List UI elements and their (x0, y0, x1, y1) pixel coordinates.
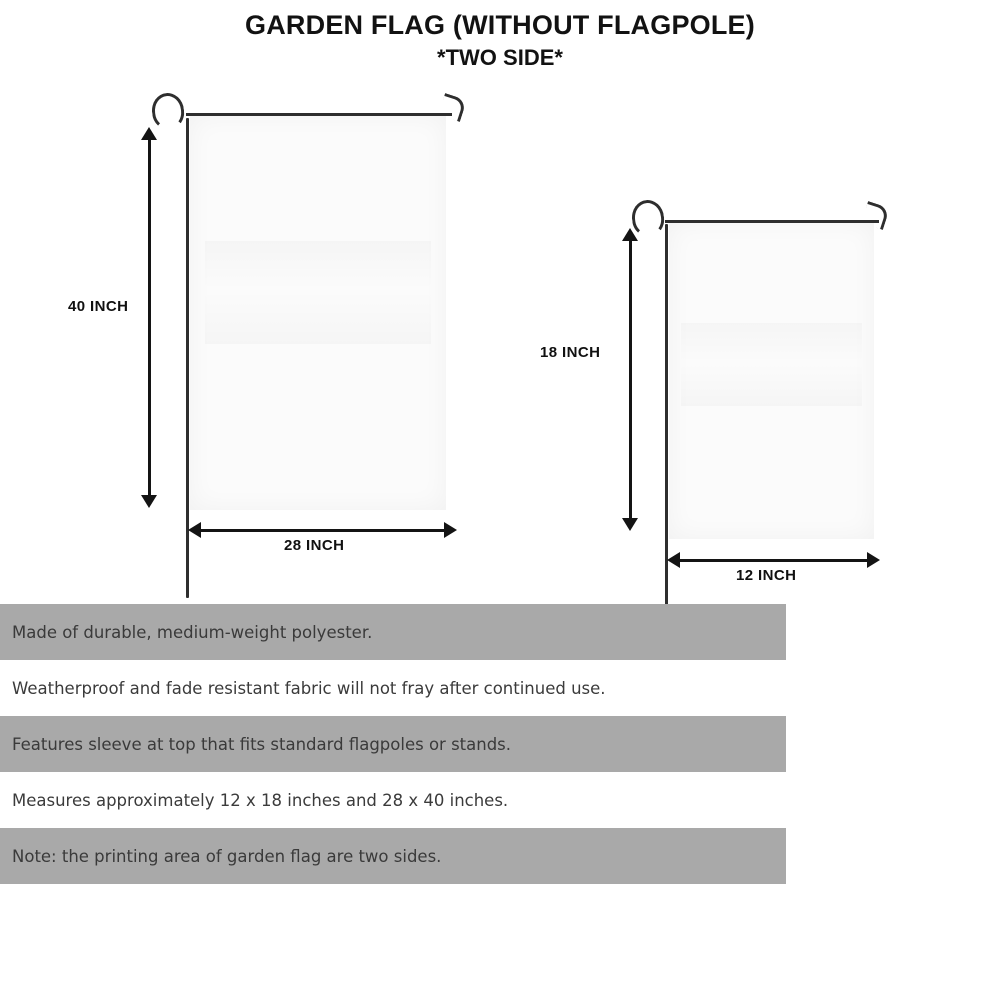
page-subtitle: *TWO SIDE* (437, 45, 563, 70)
feature-list (0, 604, 786, 884)
large-flag-arm (186, 113, 452, 116)
list-item (0, 604, 786, 660)
small-width-label: 12 INCH (736, 567, 797, 584)
large-height-label: 40 INCH (68, 298, 129, 315)
large-flag-pole-hook-icon (150, 91, 186, 130)
list-item (0, 716, 786, 772)
small-width-arrow-right (867, 552, 880, 568)
large-height-arrow-bottom (141, 495, 157, 508)
list-item-text: Features sleeve at top that fits standard flagpoles or stands. (12, 734, 512, 754)
list-item-text: Measures approximately 12 x 18 inches and 28 x 40 inches. (12, 790, 509, 810)
small-height-line (629, 239, 632, 524)
large-width-arrow-right (444, 522, 457, 538)
list-item-text: Made of durable, medium-weight polyester. (12, 622, 373, 642)
small-height-arrow-bottom (622, 518, 638, 531)
large-width-line (199, 529, 449, 532)
list-item (0, 828, 786, 884)
small-flag-arm (665, 220, 879, 223)
list-item-text: Weatherproof and fade resistant fabric will not fray after continued use. (12, 678, 606, 698)
large-flag-cloth (190, 115, 446, 510)
large-height-line (148, 138, 151, 501)
list-item (0, 660, 786, 716)
small-width-line (678, 559, 872, 562)
small-flag-cloth (669, 222, 874, 539)
list-item (0, 772, 786, 828)
title-block (0, 8, 1000, 72)
page-title: GARDEN FLAG (WITHOUT FLAGPOLE) (245, 10, 755, 40)
small-height-label: 18 INCH (540, 344, 601, 361)
list-item-text: Note: the printing area of garden flag are two sides. (12, 846, 442, 866)
large-width-label: 28 INCH (284, 537, 345, 554)
